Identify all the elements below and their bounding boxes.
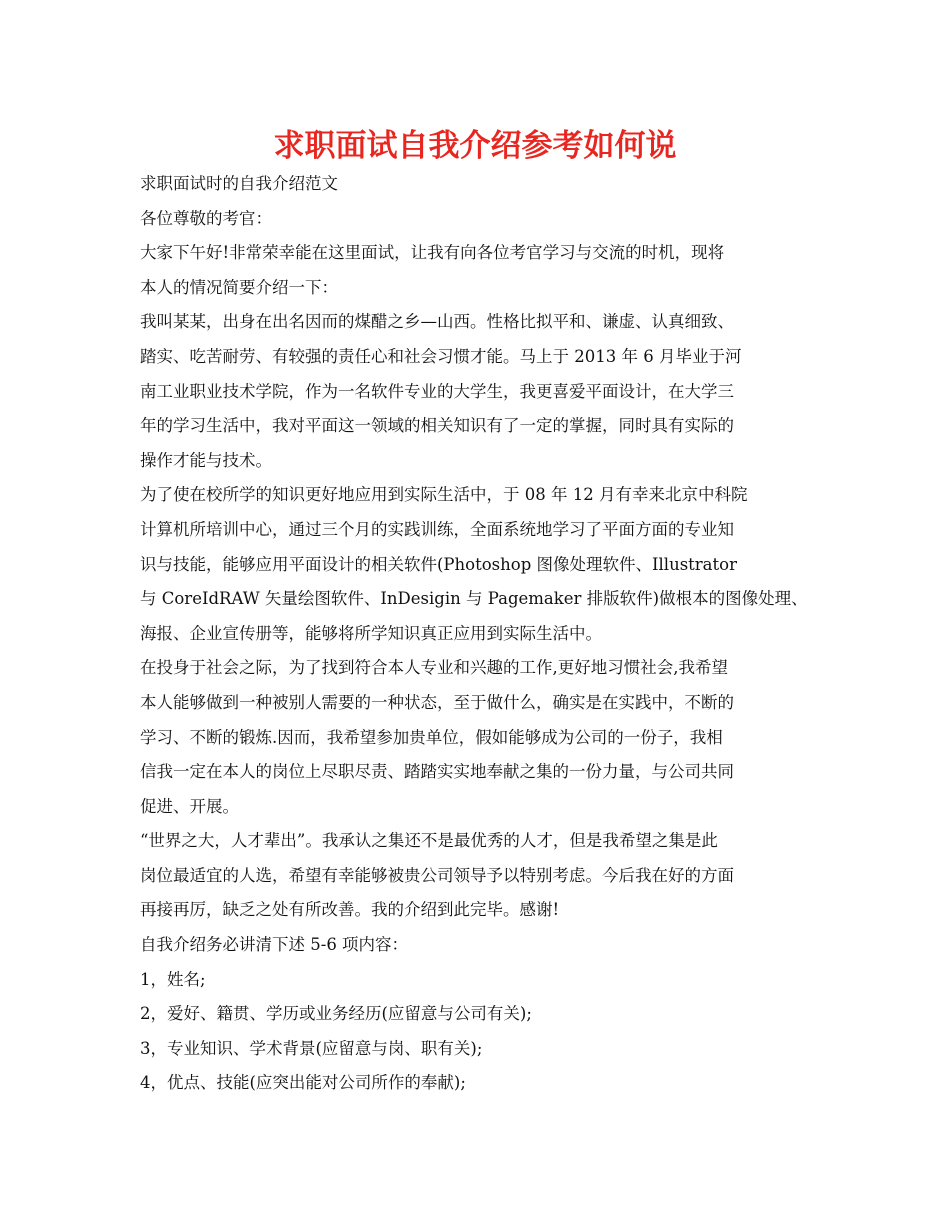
text-line: 再接再厉，缺乏之处有所改善。我的介绍到此完毕。感谢! xyxy=(140,900,560,920)
list-item: 3，专业知识、学术背景(应留意与岗、职有关); xyxy=(140,1038,483,1058)
text-line: 计算机所培训中心，通过三个月的实践训练，全面系统地学习了平面方面的专业知 xyxy=(140,519,734,539)
text-line: 我叫某某，出身在出名因而的煤醋之乡—山西。性格比拟平和、谦虚、认真细致、 xyxy=(140,312,734,332)
text-line: 学习、不断的锻炼.因而，我希望参加贵单位，假如能够成为公司的一份子，我相 xyxy=(140,727,723,747)
text-line: 岗位最适宜的人选，希望有幸能够被贵公司领导予以特别考虑。今后我在好的方面 xyxy=(140,865,734,885)
text-line: 信我一定在本人的岗位上尽职尽责、踏踏实实地奉献之集的一份力量，与公司共同 xyxy=(140,762,734,782)
text-line: 本人能够做到一种被别人需要的一种状态，至于做什么，确实是在实践中，不断的 xyxy=(140,692,734,712)
text-line: 自我介绍务必讲清下述 5-6 项内容： xyxy=(140,935,409,955)
text-line: 操作才能与技术。 xyxy=(140,450,272,470)
text-line: 为了使在校所学的知识更好地应用到实际生活中，于 08 年 12 月有幸来北京中科院 xyxy=(140,485,748,505)
text-line: 踏实、吃苦耐劳、有较强的责任心和社会习惯才能。马上于 2013 年 6 月毕业于河 xyxy=(140,346,742,366)
text-line: 大家下午好!非常荣幸能在这里面试，让我有向各位考官学习与交流的时机，现将 xyxy=(140,243,725,263)
text-line: 本人的情况简要介绍一下： xyxy=(140,277,338,297)
text-line: 各位尊敬的考官： xyxy=(140,208,272,228)
text-line: “世界之大，人才辈出”。我承认之集还不是最优秀的人才，但是我希望之集是此 xyxy=(140,831,718,851)
text-line: 促进、开展。 xyxy=(140,796,239,816)
text-line: 年的学习生活中，我对平面这一领域的相关知识有了一定的掌握，同时具有实际的 xyxy=(140,416,734,436)
text-line: 求职面试时的自我介绍范文 xyxy=(140,174,338,193)
document-title: 求职面试自我介绍参考如何说 xyxy=(273,128,677,164)
text-line: 与 CoreIdRAW 矢量绘图软件、InDesigin 与 Pagemaker 排版软件)做根本的图像处理、 xyxy=(140,589,808,609)
text-line: 南工业职业技术学院，作为一名软件专业的大学生，我更喜爱平面设计，在大学三 xyxy=(140,381,734,401)
document-body xyxy=(140,167,820,1101)
text-line: 海报、企业宣传册等，能够将所学知识真正应用到实际生活中。 xyxy=(140,623,602,643)
text-line: 在投身于社会之际，为了找到符合本人专业和兴趣的工作,更好地习惯社会,我希望 xyxy=(140,658,728,678)
text-line: 识与技能，能够应用平面设计的相关软件(Photoshop 图像处理软件、Illustrator xyxy=(140,554,737,574)
list-item: 2，爱好、籍贯、学历或业务经历(应留意与公司有关); xyxy=(140,1004,532,1024)
list-item: 1，姓名; xyxy=(140,969,206,989)
list-item: 4，优点、技能(应突出能对公司所作的奉献); xyxy=(140,1073,466,1093)
